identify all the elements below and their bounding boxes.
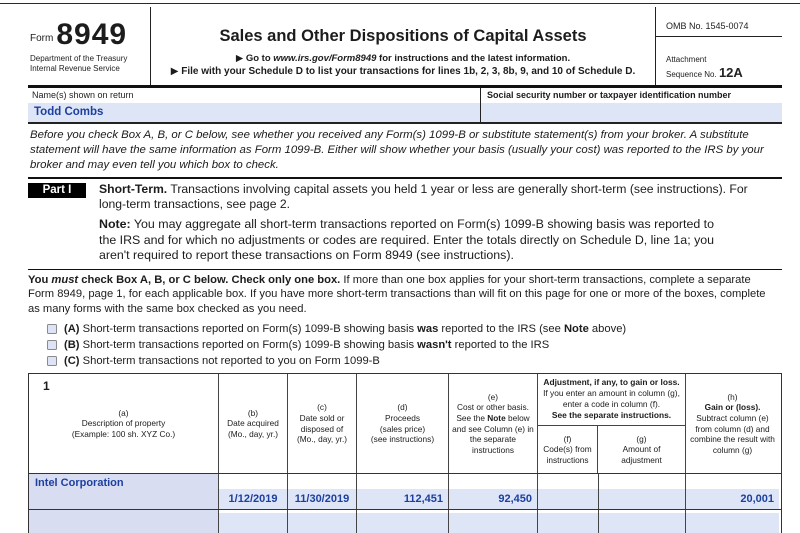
irs-url-text: www.irs.gov/Form8949 <box>273 53 377 64</box>
date-acquired-cell <box>219 510 288 533</box>
cost-basis-field[interactable]: 92,450 <box>449 489 537 509</box>
form-8949-page <box>28 7 782 533</box>
name-ssn-section <box>28 88 782 124</box>
gain-loss-field[interactable]: 20,001 <box>686 489 779 509</box>
line-number: 1 <box>43 379 50 394</box>
proceeds-field[interactable]: 112,451 <box>357 489 448 509</box>
option-b-row <box>47 337 782 353</box>
checkbox-a[interactable] <box>47 324 57 334</box>
form-number: 8949 <box>56 18 128 51</box>
option-a-row <box>47 321 782 337</box>
cost-basis-cell <box>449 510 538 533</box>
instruction-line-2: ▶ File with your Schedule D to list your transactions for lines 1b, 2, 3, 8b, 9, and 10 of Schedule D. <box>170 66 636 77</box>
header-date-acquired: (b) Date acquired (Mo., day, yr.) <box>219 374 288 473</box>
checkbox-b[interactable] <box>47 340 57 350</box>
name-input[interactable]: Todd Combs <box>34 106 104 118</box>
box-check-section <box>28 269 782 369</box>
date-acquired-field[interactable] <box>219 513 287 533</box>
part1-note: Note: You may aggregate all short-term transactions reported on Form(s) 1099-B showing basis was reported to the IRS and for which no adjustments or codes are required. Enter the totals directly on Schedule D, line 1a; you aren't required to report these transactions on Form 8949 (see instructions). <box>99 217 715 263</box>
header-adjustment-group <box>538 374 686 473</box>
ssn-label: Social security number or taxpayer identification number <box>480 88 782 103</box>
proceeds-cell <box>357 474 449 509</box>
gain-loss-cell <box>686 474 779 509</box>
title-block <box>150 7 655 85</box>
checkbox-c[interactable] <box>47 356 57 366</box>
codes-field[interactable] <box>538 513 598 533</box>
broker-statement-note: Before you check Box A, B, or C below, see whether you received any Form(s) 1099-B or substitute statement(s) from your broker. A substitute statement will have the same information as Form 1099-B. Either will show whether your basis (usually your cost) was reported to the IRS by your broker and may even tell you which box to check. <box>30 129 764 172</box>
instruction-line-1: ▶ Go to www.irs.gov/Form8949 for instructions and the latest information. <box>235 53 571 64</box>
form-identity-block <box>28 7 150 85</box>
description-field[interactable] <box>29 510 219 533</box>
date-sold-field[interactable]: 11/30/2019 <box>288 489 356 509</box>
option-c-label: (C) Short-term transactions not reported to you on Form 1099-B <box>64 355 380 368</box>
agency-line-1: Department of the Treasury <box>30 54 128 63</box>
codes-cell <box>538 510 599 533</box>
header-adjustment-amount: (g) Amount of adjustment <box>621 433 662 465</box>
arrow-icon: ▶ Go to <box>235 53 274 64</box>
date-sold-cell <box>288 510 357 533</box>
part1-heading: Short-Term. Transactions involving capital assets you held 1 year or less are generally short-term (see instructions). For long-term transactions, see page 2. <box>99 182 748 212</box>
date-acquired-cell <box>219 474 288 509</box>
header-description: 1 (a) Description of property (Example: 100 sh. XYZ Co.) <box>29 374 219 473</box>
checkbox-list <box>28 321 782 369</box>
gain-loss-cell <box>686 510 779 533</box>
transactions-table <box>28 373 782 533</box>
header-proceeds: (d) Proceeds (sales price) (see instructions) <box>357 374 449 473</box>
proceeds-cell <box>357 510 449 533</box>
table-header-row <box>29 374 781 474</box>
omb-block <box>655 7 782 85</box>
cost-basis-field[interactable] <box>449 513 537 533</box>
codes-field[interactable] <box>538 489 598 509</box>
header-gain-loss: (h) Gain or (loss). Subtract column (e) from column (d) and combine the result with column (g) <box>690 391 775 455</box>
adjustment-field[interactable] <box>599 513 685 533</box>
adjustment-cell <box>599 474 686 509</box>
form-title: Sales and Other Dispositions of Capital Assets <box>219 27 587 45</box>
codes-cell <box>538 474 599 509</box>
gain-loss-field[interactable] <box>686 513 779 533</box>
name-label: Name(s) shown on return <box>32 90 134 100</box>
page-top-rule <box>0 3 800 4</box>
box-check-instructions: You must check Box A, B, or C below. Check only one box. If more than one box applies for your short-term transactions, complete a separate Form 8949, page 1, for each applicable box. If you have more short-term transactions than will fit on this page for one or more of the boxes, complete as many forms with the same box checked as you need. <box>28 274 766 315</box>
adjustment-field[interactable] <box>599 489 685 509</box>
attachment-sequence: Attachment Sequence No. 12A <box>666 54 743 81</box>
header-codes: (f) Code(s) from instructions <box>538 426 598 473</box>
agency-line-2: Internal Revenue Service <box>30 64 120 73</box>
option-c-row <box>47 353 782 369</box>
sequence-number: 12A <box>718 65 743 81</box>
form-header <box>28 7 782 88</box>
form-word-label: Form <box>30 33 54 44</box>
ssn-input[interactable] <box>480 103 782 122</box>
option-b-label: (B) Short-term transactions reported on Form(s) 1099-B showing basis wasn't reported to the IRS <box>64 339 550 352</box>
date-sold-field[interactable] <box>288 513 356 533</box>
header-date-sold: (c) Date sold or disposed of (Mo., day, yr.) <box>288 374 357 473</box>
header-adjustment-note: Adjustment, if any, to gain or loss. If you enter an amount in column (g), enter a code in column (f). See the separate instructions. <box>538 374 685 426</box>
cost-basis-cell <box>449 474 538 509</box>
adjustment-cell <box>599 510 686 533</box>
part1-section <box>28 177 782 269</box>
date-acquired-field[interactable]: 1/12/2019 <box>219 489 287 509</box>
date-sold-cell <box>288 474 357 509</box>
header-cost-basis: (e) Cost or other basis. See the Note below and see Column (e) in the separate instructions <box>449 374 538 473</box>
proceeds-field[interactable] <box>357 513 448 533</box>
option-a-label: (A) Short-term transactions reported on Form(s) 1099-B showing basis was reported to the IRS (see Note above) <box>64 323 627 336</box>
omb-number: OMB No. 1545-0074 <box>656 7 782 37</box>
table-row <box>29 510 781 533</box>
description-field[interactable]: Intel Corporation <box>29 474 219 509</box>
table-row <box>29 474 781 510</box>
part1-badge: Part I <box>28 183 86 198</box>
